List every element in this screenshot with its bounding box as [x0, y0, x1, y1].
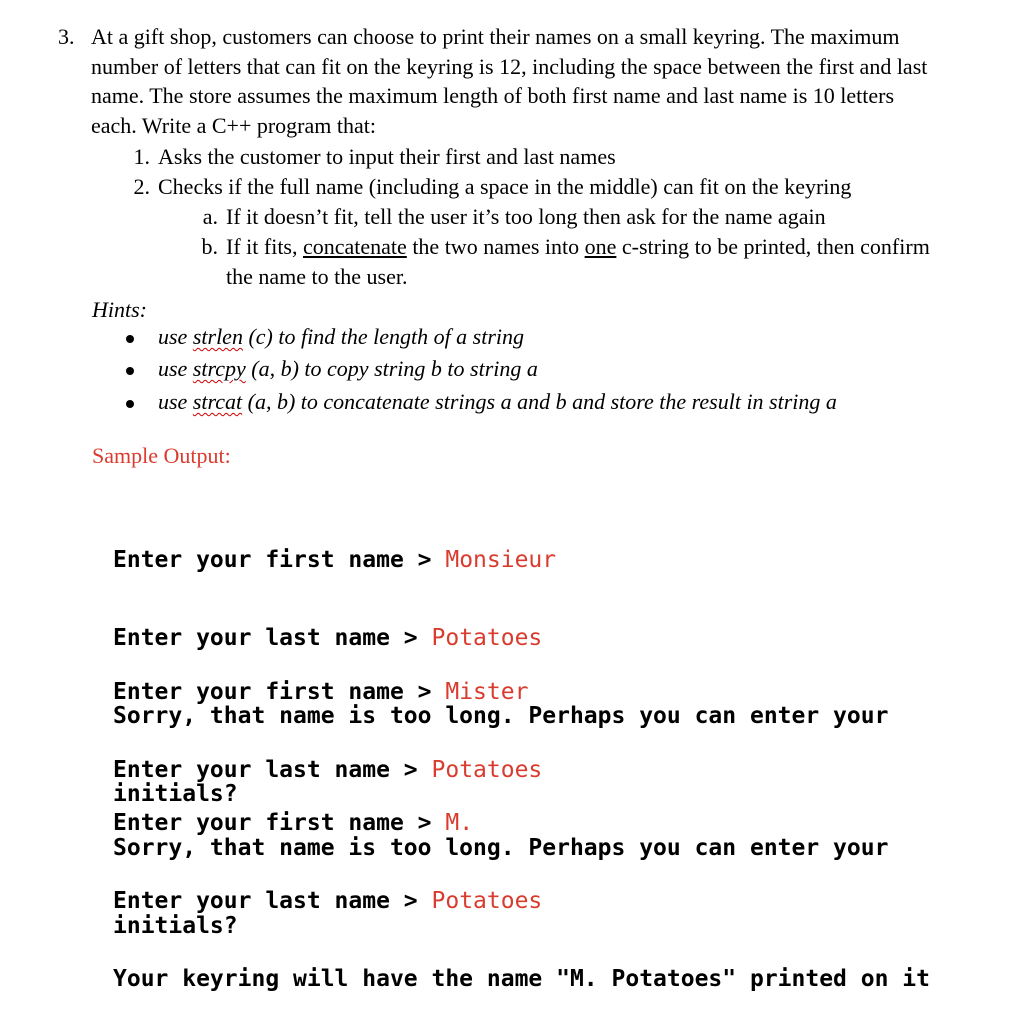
console-line: Sorry, that name is too long. Perhaps you can enter your: [113, 703, 889, 729]
hint-post: (a, b) to concatenate strings a and b and store the result in string a: [242, 389, 837, 414]
prompt-text: Enter your first name >: [113, 810, 446, 836]
console-line: [113, 679, 888, 705]
step-1-text: Asks the customer to input their first and last names: [158, 144, 616, 169]
substep-b-line2: the name to the user.: [226, 264, 408, 289]
hint-post: (a, b) to copy string b to string a: [245, 356, 538, 381]
substep-b-post: c-string to be printed, then confirm: [616, 234, 930, 259]
substep-b-marker: b.: [201, 234, 218, 259]
substep-a-marker: a.: [202, 204, 218, 229]
console-line: initials?: [113, 913, 238, 939]
bullet-icon: [126, 335, 134, 343]
sample-output-title: Sample Output:: [92, 443, 231, 468]
bullet-icon: [126, 400, 134, 408]
console-line: initials?: [113, 781, 238, 807]
step-1: [133, 142, 616, 172]
hint-item: [158, 389, 837, 415]
question-line: number of letters that can fit on the keyring is 12, including the space between the first and last: [91, 53, 928, 79]
console-run-3: [113, 758, 930, 1018]
hints-title: Hints:: [92, 297, 147, 322]
hint-function-name: strlen: [192, 324, 243, 349]
console-line: [113, 888, 930, 914]
prompt-text: Enter your first name >: [113, 547, 446, 573]
hint-function-name: strcat: [192, 389, 243, 414]
hint-pre: use: [158, 324, 193, 349]
substep-a-text: If it doesn’t fit, tell the user it’s too long then ask for the name again: [226, 204, 826, 229]
console-line: Your keyring will have the name "M. Potatoes" printed on it: [113, 966, 930, 992]
bullet-icon: [126, 367, 134, 375]
substep-b: [201, 232, 930, 262]
prompt-text: Enter your first name >: [113, 679, 446, 705]
user-input: M.: [445, 810, 474, 836]
step-2-marker: 2.: [133, 174, 150, 199]
question-line: At a gift shop, customers can choose to print their names on a small keyring. The maximum: [91, 24, 900, 49]
console-line: Sorry, that name is too long. Perhaps you can enter your: [113, 835, 889, 861]
substep-a: [202, 202, 826, 232]
step-2-text: Checks if the full name (including a space in the middle) can fit on the keyring: [158, 174, 852, 199]
hint-post: (c) to find the length of a string: [242, 324, 525, 349]
question-block: [58, 22, 948, 141]
user-input: Mister: [445, 679, 529, 705]
question-line: name. The store assumes the maximum length of both first name and last name is 10 letters: [91, 83, 895, 109]
prompt-text: Enter your last name >: [113, 888, 432, 914]
substep-b-mid: the two names into: [406, 234, 585, 259]
user-input: Potatoes: [431, 625, 543, 651]
prompt-text: Enter your last name >: [113, 625, 432, 651]
console-line: [113, 810, 930, 836]
hint-item: [158, 356, 538, 382]
console-line: [113, 547, 888, 573]
substep-b-underline-one: one: [584, 234, 617, 259]
step-2: [133, 172, 852, 202]
question-line: each. Write a C++ program that:: [91, 113, 376, 139]
user-input: Monsieur: [445, 547, 557, 573]
hint-pre: use: [158, 389, 193, 414]
substep-b-underline-concatenate: concatenate: [303, 234, 407, 259]
user-input: Potatoes: [431, 888, 543, 914]
hint-function-name: strcpy: [192, 356, 246, 381]
substep-b-pre: If it fits,: [226, 234, 303, 259]
hint-pre: use: [158, 356, 193, 381]
question-text: [91, 22, 948, 141]
step-1-marker: 1.: [133, 144, 150, 169]
question-number: 3.: [58, 24, 75, 49]
prompt-text: Enter your last name >: [113, 757, 432, 783]
user-input: Potatoes: [431, 757, 543, 783]
hint-item: [158, 324, 524, 350]
